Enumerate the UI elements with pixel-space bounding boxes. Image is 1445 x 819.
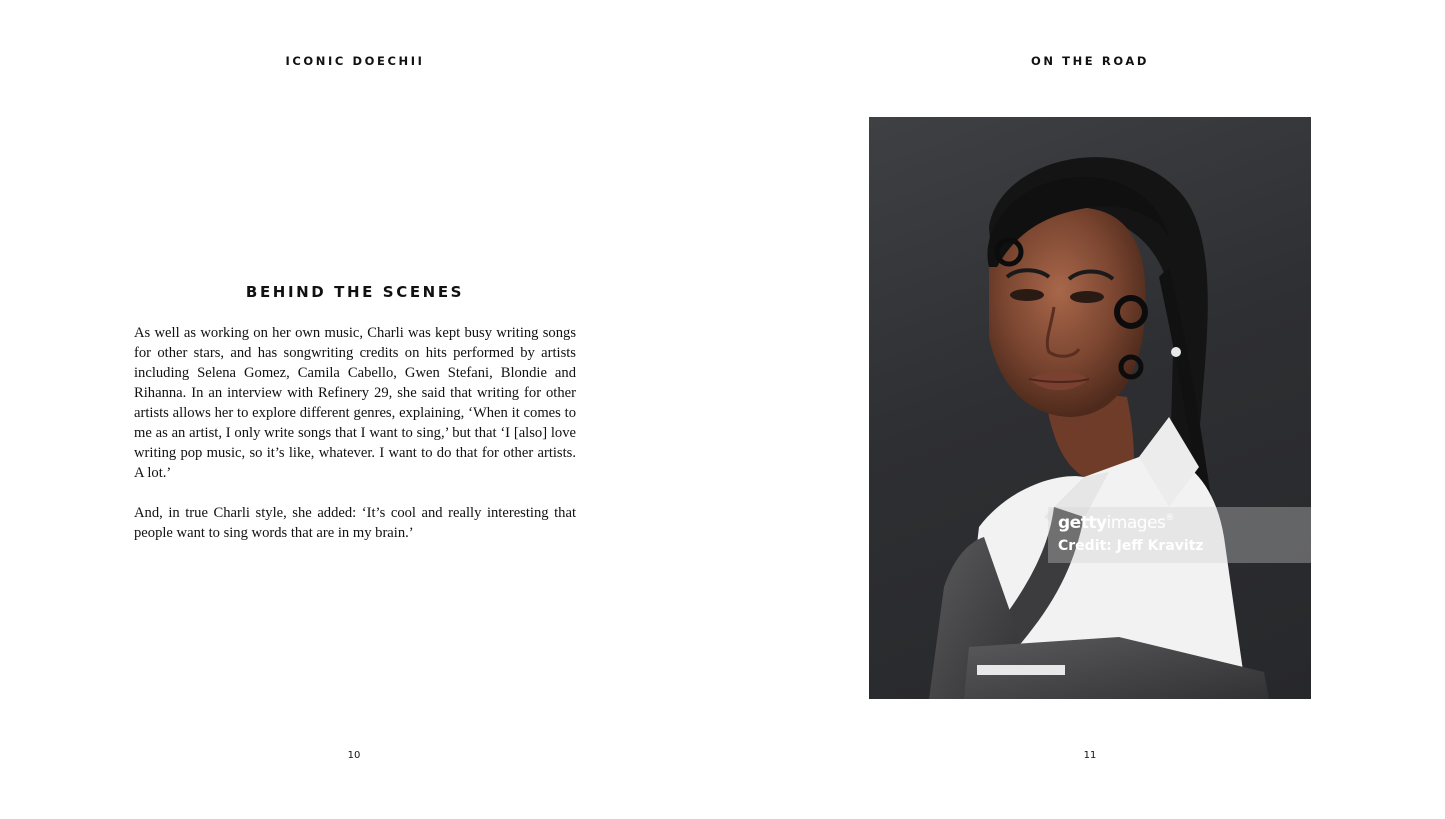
page-number-right: 11 (1083, 750, 1097, 761)
paragraph: And, in true Charli style, she added: ‘It’s cool and really interesting that people want to sing words that are in my brain.’ (134, 505, 576, 541)
paragraph: As well as working on her own music, Charli was kept busy writing songs for other stars, and has songwriting credits on hits performed by artists including Selena Gomez, Camila Cabello, Gwen Stefani, Blondie and Rihanna. In an interview with Refinery 29, she said that writing for other artists allows her to explore different genres, explaining, ‘When it comes to me as an artist, I only write songs that I want to sing,’ but that ‘I [also] love writing pop music, so it’s like, whatever. I want to do that for other artists. A lot.’ (134, 325, 576, 481)
running-head-left: ICONIC DOECHII (285, 54, 425, 68)
photo-credit: Credit: Jeff Kravitz (1058, 538, 1204, 554)
portrait-photo (869, 117, 1311, 699)
running-head-right: ON THE ROAD (1030, 54, 1150, 68)
body-text (134, 323, 576, 563)
section-heading: BEHIND THE SCENES (245, 283, 465, 301)
page-number-left: 10 (347, 750, 361, 761)
getty-logo: gettyimages® (1058, 513, 1174, 533)
portrait-illustration (869, 117, 1311, 699)
getty-watermark (1048, 507, 1311, 563)
